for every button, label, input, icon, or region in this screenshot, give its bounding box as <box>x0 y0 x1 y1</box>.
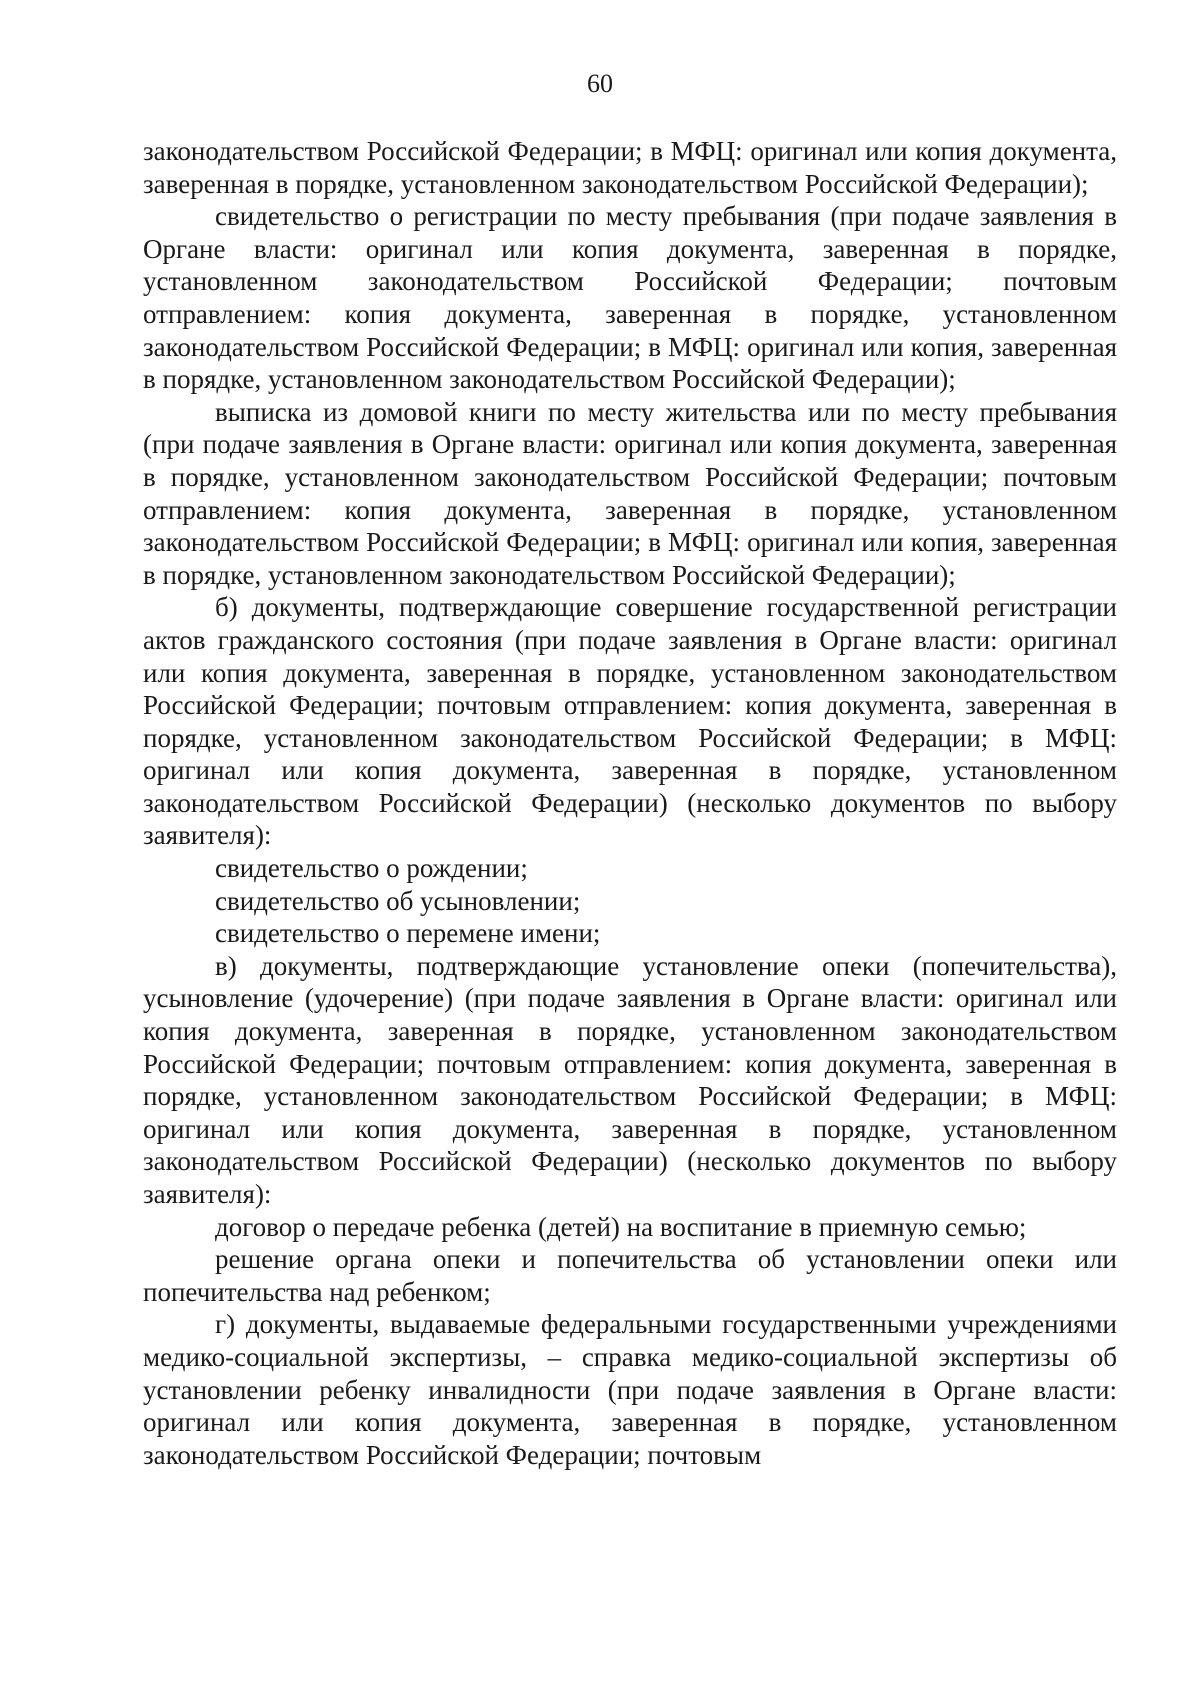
paragraph-house-book-extract: выписка из домовой книги по месту жительства или по месту пребывания (при подаче заявления в Органе власти: оригинал или копия документа, заверенная в порядке, установленном законодательством Российской Федерации; почтовым отправлением: копия документа, заверенная в порядке, установленном законодательством Российской Федерации; в МФЦ: оригинал или копия, заверенная в порядке, установленном законодательством Российской Федерации); <box>143 396 1117 590</box>
paragraph-adoption-certificate: свидетельство об усыновлении; <box>215 885 581 916</box>
document-body <box>143 135 1117 1471</box>
paragraph-registration-certificate: свидетельство о регистрации по месту пребывания (при подаче заявления в Органе власти: оригинал или копия документа, заверенная в порядке, установленном законодательством Российской Федерации; почтовым отправлением: копия документа, заверенная в порядке, установленном законодательством Российской Федерации; в МФЦ: оригинал или копия, заверенная в порядке, установленном законодательством Российской Федерации); <box>143 201 1117 395</box>
paragraph-item-b-civil-registration: б) документы, подтверждающие совершение государственной регистрации актов гражданского состояния (при подаче заявления в Органе власти: оригинал или копия документа, заверенная в порядке, установленном законодательством Российской Федерации; почтовым отправлением: копия документа, заверенная в порядке, установленном законодательством Российской Федерации; в МФЦ: оригинал или копия документа, заверенная в порядке, установленном законодательством Российской Федерации) (несколько документов по выбору заявителя): <box>143 592 1117 851</box>
paragraph-continuation: законодательством Российской Федерации; в МФЦ: оригинал или копия документа, заверенная в порядке, установленном законодательством Российской Федерации); <box>143 136 1117 199</box>
paragraph-birth-certificate: свидетельство о рождении; <box>215 853 528 884</box>
paragraph-guardianship-decision: решение органа опеки и попечительства об установлении опеки или попечительства над ребенком; <box>143 1244 1117 1307</box>
paragraph-item-v-guardianship: в) документы, подтверждающие установление опеки (попечительства), усыновление (удочерение) (при подаче заявления в Органе власти: оригинал или копия документа, заверенная в порядке, установленном законодательством Российской Федерации; почтовым отправлением: копия документа, заверенная в порядке, установленном законодательством Российской Федерации; в МФЦ: оригинал или копия документа, заверенная в порядке, установленном законодательством Российской Федерации) (несколько документов по выбору заявителя): <box>143 950 1117 1209</box>
paragraph-name-change-certificate: свидетельство о перемене имени; <box>215 918 601 949</box>
paragraph-foster-family-agreement: договор о передаче ребенка (детей) на воспитание в приемную семью; <box>215 1211 1027 1242</box>
paragraph-item-g-medical-expertise: г) документы, выдаваемые федеральными государственными учреждениями медико-социальной экспертизы, – справка медико-социальной экспертизы об установлении ребенку инвалидности (при подаче заявления в Органе власти: оригинал или копия документа, заверенная в порядке, установленном законодательством Российской Федерации; почтовым <box>143 1309 1117 1470</box>
page-number: 60 <box>587 69 613 98</box>
